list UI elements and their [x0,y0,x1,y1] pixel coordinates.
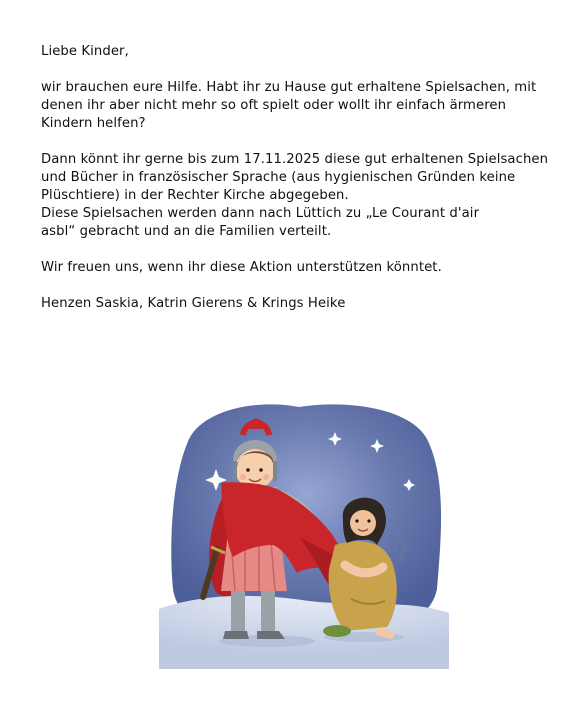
letter-paragraph-2b: Diese Spielsachen werden dann nach Lüttich zu „Le Courant d'air asbl“ gebracht und an die Familien verteilt. [41,206,480,239]
letter-text [41,43,561,313]
snowy-ground [159,596,449,669]
letter-paragraph-2: Dann könnt ihr gerne bis zum 17.11.2025 diese gut erhaltenen Spielsachen und Bücher in französischer Sprache (aus hygienischen Gründen keine Plüschtiere) in der Rechter Kirche abgegeben. [41,152,549,203]
letter-greeting: Liebe Kinder, [41,44,129,59]
saint-martin-illustration [149,369,458,680]
letter-paragraph-3: Wir freuen uns, wenn ihr diese Aktion unterstützen könntet. [41,260,442,275]
letter-signature: Henzen Saskia, Katrin Gierens & Krings Heike [41,296,346,311]
letter-paragraph-1: wir brauchen eure Hilfe. Habt ihr zu Hause gut erhaltene Spielsachen, mit denen ihr aber nicht mehr so oft spielt oder wollt ihr einfach ärmeren Kindern helfen? [41,80,537,131]
